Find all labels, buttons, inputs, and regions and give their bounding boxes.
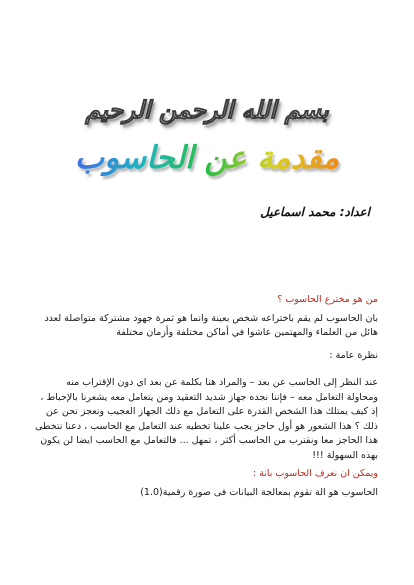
question-definition: ويمكن ان نعرف الحاسوب بانة : xyxy=(252,468,378,479)
paragraph-definition: الحاسوب هو الة تقوم بمعالجة البيانات فى صورة رقمية(1.0) xyxy=(140,487,378,498)
question-inventor: من هو مخترع الحاسوب ؟ xyxy=(277,294,378,305)
author-line: اعداد: محمد اسماعيل xyxy=(260,205,370,219)
document-title: مقدمة عن الحاسوب xyxy=(0,140,414,176)
paragraph-inventor: بان الحاسوب لم يقم باختراعه شخص بعينة وانما هو ثمرة جهود مشتركة متواصلة لعدد هائل من العلماء والمهتمين عاشوا في أماكن مختلفة وأزمان مختلفة xyxy=(44,313,378,338)
basmala-heading: بسم الله الرحمن الرحيم xyxy=(85,95,329,124)
paragraph-overview: عند النظر إلى الحاسب عن بعد – والمراد هنا بكلمة عن بعد اي دون الإقتراب منه ومحاولة التعامل معه – فإننا نجده جهاز شديد التعقيد ومن يتعامل معه يشعرنا بالإحباط ، إذ كيف يمتلك هذا الشخص القدرة على التعامل مع ذلك الجهاز العجيب ونعجز نحن عن ذلك ؟ هذا الشعور هو أول حاجز يجب علينا تخطيه عند التعامل مع الحاسب ، دعنا نتخطى هذا الحاجز معا ونقترب من الحاسب أكثر ، تمهل ... فالتعامل مع الحاسب ايضا لن يكون بهذه السهولة !!! xyxy=(35,377,378,461)
heading-overview: نظرة عامة : xyxy=(329,350,378,361)
